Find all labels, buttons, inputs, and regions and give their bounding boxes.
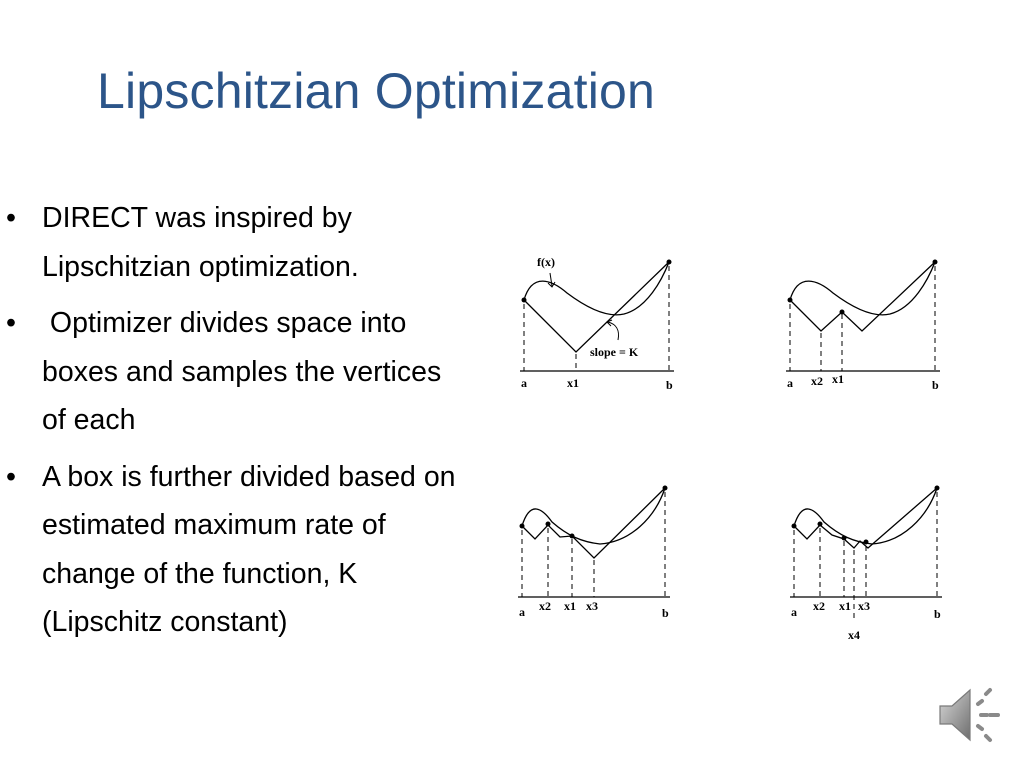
speaker-icon[interactable] [936,682,1008,755]
axis-label-a: a [519,605,525,619]
sample-point [788,298,793,303]
axis-label-a: a [787,376,793,390]
axis-label-x3: x3 [586,599,598,613]
bullet-text: A box is further divided based on estimated maximum rate of change of the function, K (Lipschitz constant) [42,460,456,638]
axis-label-x4: x4 [848,628,860,642]
axis-label-x2: x2 [539,599,551,613]
axis-label-a: a [521,376,527,390]
bullet-item [6,453,466,647]
lipschitz-figure-3 [510,478,685,626]
sample-point [546,522,551,527]
axis-label-b: b [662,606,669,620]
sample-point [840,310,845,315]
sample-point [792,524,797,529]
bullet-marker: • [6,307,16,339]
sample-point [933,260,938,265]
lipschitz-figure-4 [782,478,957,648]
axis-label-x1: x1 [832,372,844,386]
axis-label-a: a [791,605,797,619]
slope-label: slope = K [590,345,639,359]
sample-point [522,298,527,303]
function-curve [522,488,665,544]
sample-point [818,522,823,527]
lipschitz-diagram-4 [782,478,957,648]
bullet-item [6,194,466,291]
axis-label-b: b [934,607,941,621]
lipschitz-diagram-2 [778,250,953,398]
bullet-marker: • [6,202,16,234]
function-curve [790,262,935,315]
bullet-marker: • [6,460,16,493]
bullet-item [6,299,466,445]
lipschitz-bound [794,488,937,548]
axis-label-x2: x2 [811,374,823,388]
axis-label-b: b [932,378,939,392]
function-curve [794,488,937,544]
sample-point [667,260,672,265]
axis-label-x1: x1 [564,599,576,613]
sample-point [842,536,847,541]
bullet-list [6,194,466,655]
axis-label-b: b [666,378,673,392]
sample-point [520,524,525,529]
lipschitz-figure-1 [512,250,687,398]
bullet-text: Optimizer divides space into boxes and samples the vertices of each [42,307,450,436]
slide-title: Lipschitzian Optimization [97,63,656,119]
sample-point [663,486,668,491]
bullet-text: DIRECT was inspired by Lipschitzian optimization. [42,202,359,283]
axis-label-x1: x1 [839,599,851,613]
fx-pointer [550,273,552,286]
sample-point [570,534,575,539]
lipschitz-diagram-3 [510,478,685,626]
sample-point [864,540,869,545]
fx-label: f(x) [537,255,555,269]
axis-label-x1: x1 [567,376,579,390]
lipschitz-diagram-1 [512,250,687,398]
lipschitz-bound [524,262,669,352]
sample-point [935,486,940,491]
lipschitz-figure-2 [778,250,953,398]
function-curve [524,262,669,315]
lipschitz-bound [790,262,935,331]
axis-label-x2: x2 [813,599,825,613]
axis-label-x3: x3 [858,599,870,613]
